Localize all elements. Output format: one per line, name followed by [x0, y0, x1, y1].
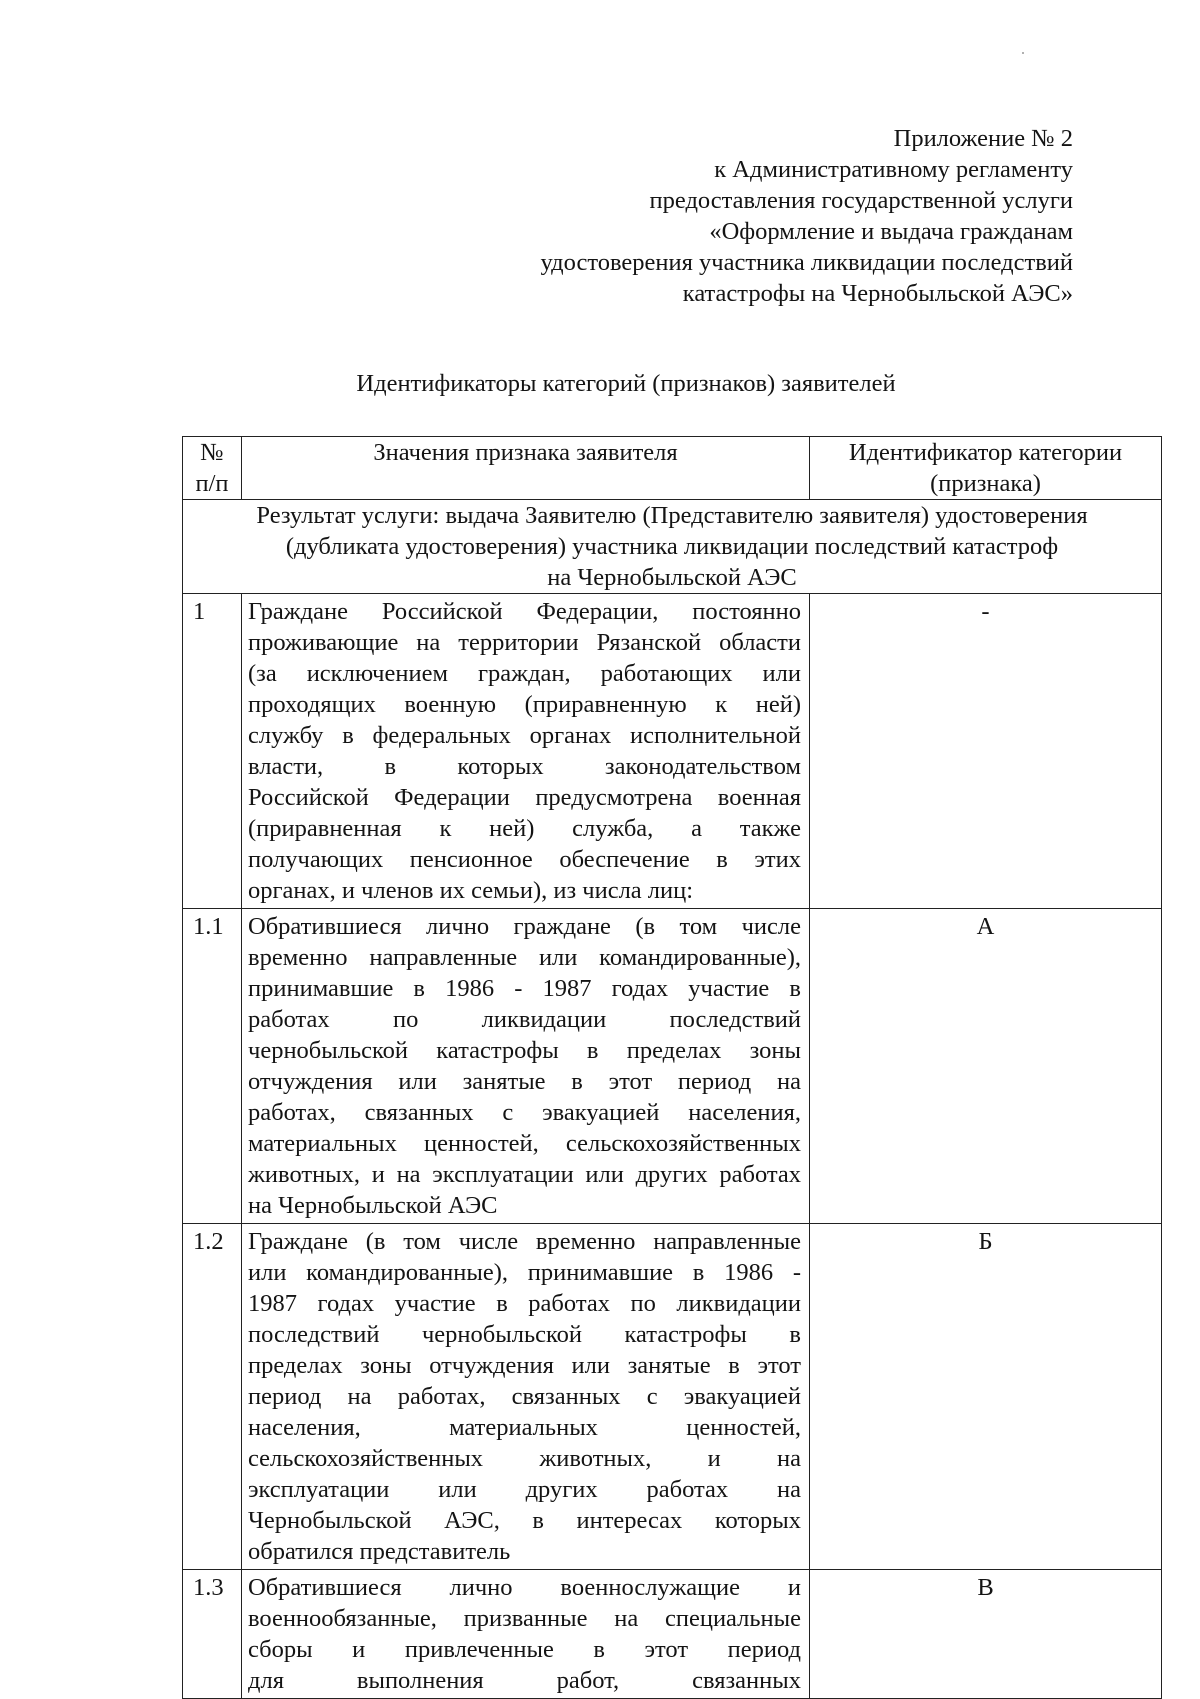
appendix-header	[540, 123, 1073, 309]
header-identifier-line: (признака)	[930, 470, 1041, 497]
row-value-line: Российской Федерации предусмотрена военная	[248, 784, 801, 811]
header-number	[183, 437, 242, 500]
row-value-line: населения, материальных ценностей,	[248, 1414, 801, 1441]
appendix-line: Приложение № 2	[893, 125, 1073, 152]
table-header-row	[183, 437, 1162, 500]
row-value-line: сборы и привлеченные в этот период	[248, 1636, 801, 1663]
row-number: 1.1	[183, 909, 242, 1224]
row-value-line: на Чернобыльской АЭС	[248, 1192, 498, 1219]
row-value-line: животных, и на эксплуатации или других работах	[248, 1161, 801, 1188]
row-value	[242, 1224, 810, 1570]
header-identifier	[810, 437, 1162, 500]
appendix-line: удостоверения участника ликвидации последствий	[540, 249, 1073, 276]
appendix-line: «Оформление и выдача гражданам	[709, 218, 1073, 245]
row-value-line: Обратившиеся лично военнослужащие и	[248, 1574, 801, 1601]
row-value-line: военнообязанные, призванные на специальные	[248, 1605, 801, 1632]
row-value-line: работах по ликвидации последствий	[248, 1006, 801, 1033]
row-value-line: получающих пенсионное обеспечение в этих	[248, 846, 801, 873]
row-value-line: материальных ценностей, сельскохозяйственных	[248, 1130, 801, 1157]
row-value-line: власти, в которых законодательством	[248, 753, 801, 780]
row-value-line: или командированные), принимавшие в 1986 -	[248, 1259, 801, 1286]
result-line: на Чернобыльской АЭС	[547, 564, 797, 591]
row-value	[242, 594, 810, 909]
row-value-line: для выполнения работ, связанных	[248, 1667, 801, 1694]
row-identifier: А	[810, 909, 1162, 1224]
result-line: Результат услуги: выдача Заявителю (Представителю заявителя) удостоверения	[256, 502, 1088, 529]
row-identifier: Б	[810, 1224, 1162, 1570]
row-number: 1.3	[183, 1570, 242, 1699]
row-value	[242, 909, 810, 1224]
row-identifier: -	[810, 594, 1162, 909]
row-value-line: эксплуатации или других работах на	[248, 1476, 801, 1503]
row-value-line: (за исключением граждан, работающих или	[248, 660, 801, 687]
row-value-line: временно направленные или командированные),	[248, 944, 801, 971]
row-value-line: работах, связанных с эвакуацией населения,	[248, 1099, 801, 1126]
row-value-line: проходящих военную (приравненную к ней)	[248, 691, 801, 718]
header-number-symbol: №	[200, 439, 224, 466]
result-line: (дубликата удостоверения) участника ликвидации последствий катастроф	[285, 533, 1059, 560]
row-identifier: В	[810, 1570, 1162, 1699]
row-value-line: чернобыльской катастрофы в пределах зоны	[248, 1037, 801, 1064]
header-value-label: Значения признака заявителя	[373, 439, 678, 466]
row-value	[242, 1570, 810, 1699]
document-title: Идентификаторы категорий (признаков) заявителей	[356, 370, 896, 397]
result-row	[183, 500, 1162, 594]
table-row	[183, 1224, 1162, 1570]
row-value-line: Граждане (в том числе временно направленные	[248, 1228, 801, 1255]
row-value-line: обратился представитель	[248, 1538, 511, 1565]
row-value-line: пределах зоны отчуждения или занятые в этот	[248, 1352, 801, 1379]
appendix-line: к Административному регламенту	[714, 156, 1073, 183]
row-value-line: органах, и членов их семьи), из числа лиц:	[248, 877, 694, 904]
identifiers-table	[182, 436, 1162, 1699]
scan-speck	[1022, 52, 1024, 54]
row-value-line: службу в федеральных органах исполнительной	[248, 722, 801, 749]
row-value-line: сельскохозяйственных животных, и на	[248, 1445, 801, 1472]
table-row	[183, 1570, 1162, 1699]
result-cell	[183, 500, 1162, 594]
row-value-line: период на работах, связанных с эвакуацией	[248, 1383, 801, 1410]
row-value-line: последствий чернобыльской катастрофы в	[248, 1321, 801, 1348]
row-value-line: 1987 годах участие в работах по ликвидации	[248, 1290, 801, 1317]
row-number: 1.2	[183, 1224, 242, 1570]
table-row	[183, 909, 1162, 1224]
row-value-line: Чернобыльской АЭС, в интересах которых	[248, 1507, 801, 1534]
header-number-abbr: п/п	[195, 470, 229, 497]
row-value-line: (приравненная к ней) служба, а также	[248, 815, 801, 842]
table-row	[183, 594, 1162, 909]
row-value-line: проживающие на территории Рязанской области	[248, 629, 801, 656]
row-value-line: Обратившиеся лично граждане (в том числе	[248, 913, 801, 940]
header-value	[242, 437, 810, 500]
row-value-line: отчуждения или занятые в этот период на	[248, 1068, 801, 1095]
appendix-line: предоставления государственной услуги	[649, 187, 1073, 214]
row-number: 1	[183, 594, 242, 909]
header-identifier-line: Идентификатор категории	[848, 439, 1123, 466]
row-value-line: Граждане Российской Федерации, постоянно	[248, 598, 801, 625]
row-value-line: принимавшие в 1986 - 1987 годах участие в	[248, 975, 801, 1002]
appendix-line: катастрофы на Чернобыльской АЭС»	[682, 280, 1073, 307]
